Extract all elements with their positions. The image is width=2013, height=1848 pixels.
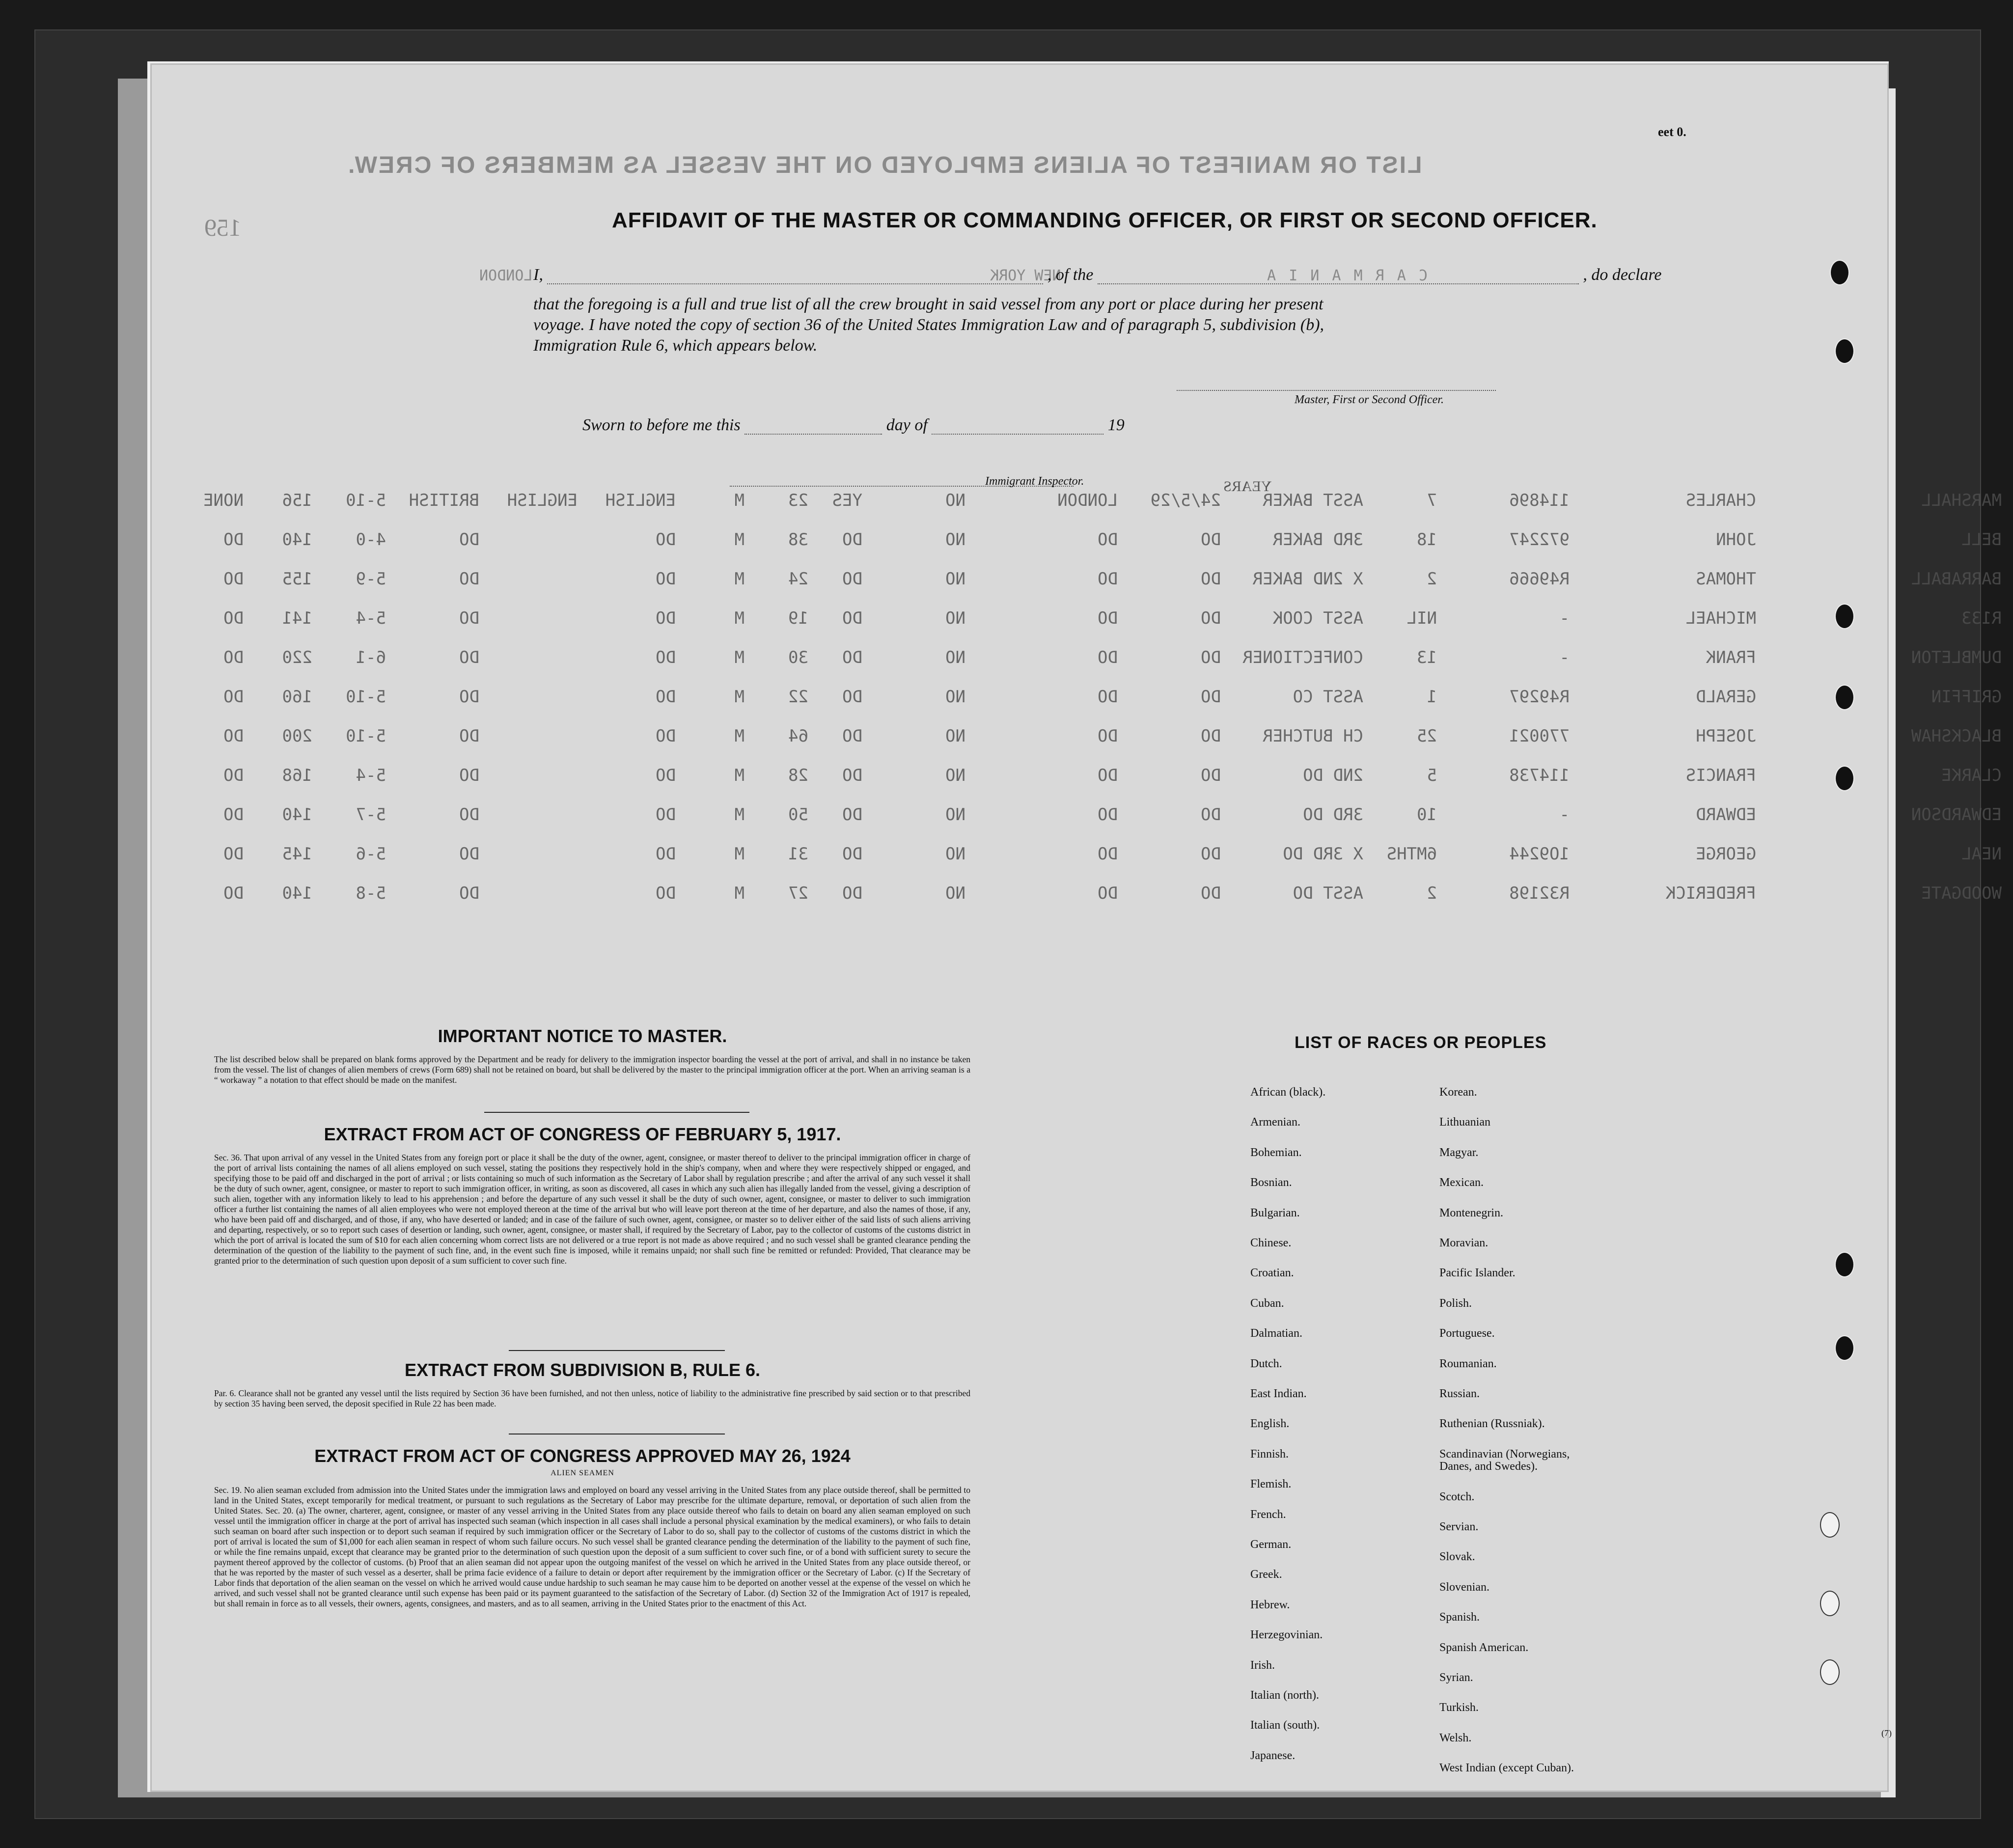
race-item: Armenian. bbox=[1250, 1116, 1300, 1129]
race-item: Chinese. bbox=[1250, 1237, 1292, 1249]
crew-cell-nationality: DO bbox=[459, 883, 479, 903]
crew-cell-weight: 141 bbox=[282, 608, 312, 628]
sworn-text: Sworn to before me this bbox=[582, 416, 741, 434]
crew-cell-sex: M bbox=[734, 569, 745, 589]
crew-row bbox=[223, 883, 2002, 923]
affidavit-of-the: , of the bbox=[1047, 266, 1094, 284]
race-item: Spanish American. bbox=[1439, 1641, 1529, 1654]
crew-cell-sex: M bbox=[734, 530, 745, 550]
crew-cell-age: 22 bbox=[788, 687, 808, 707]
crew-row bbox=[203, 491, 2002, 530]
crew-cell-weight: 156 bbox=[282, 491, 312, 510]
crew-cell-weight: 200 bbox=[282, 726, 312, 746]
crew-cell-position: CONFECTIONER bbox=[1242, 648, 1363, 667]
crew-cell-nationality: DO bbox=[459, 687, 479, 707]
crew-cell-weight: 140 bbox=[282, 530, 312, 550]
crew-cell-discharge: - bbox=[1559, 608, 1570, 628]
crew-table bbox=[203, 491, 2002, 923]
crew-cell-age: 24 bbox=[788, 569, 808, 589]
crew-cell-marks: DO bbox=[223, 844, 244, 864]
crew-cell-height: 5-10 bbox=[346, 491, 386, 510]
rule-6-title: EXTRACT FROM SUBDIVISION B, RULE 6. bbox=[404, 1360, 761, 1380]
crew-cell-given: FRANK bbox=[1706, 648, 1756, 667]
crew-cell-where: DO bbox=[1098, 569, 1118, 589]
race-item: Japanese. bbox=[1250, 1749, 1296, 1762]
crew-cell-literate: DO bbox=[842, 648, 862, 667]
crew-cell-surname: DUMBLETON bbox=[1911, 648, 2002, 667]
crew-cell-signed: DO bbox=[1201, 844, 1221, 864]
crew-cell-signed: DO bbox=[1201, 608, 1221, 628]
crew-cell-nationality: BRITISH bbox=[409, 491, 479, 510]
affidavit-title: AFFIDAVIT OF THE MASTER OR COMMANDING OFFICER, OR FIRST OR SECOND OFFICER. bbox=[612, 208, 1598, 232]
race-item: Herzegovinian. bbox=[1250, 1628, 1323, 1642]
race-item: Italian (south). bbox=[1250, 1719, 1320, 1732]
crew-cell-discharge: 114738 bbox=[1509, 766, 1570, 785]
crew-cell-deserter: NO bbox=[945, 766, 965, 785]
race-item: Pacific Islander. bbox=[1439, 1267, 1516, 1280]
sworn-line bbox=[582, 416, 1125, 435]
race-item: Dutch. bbox=[1250, 1357, 1282, 1370]
crew-cell-position: 3RD DO bbox=[1303, 805, 1363, 825]
crew-row bbox=[223, 726, 2002, 766]
race-item: Irish. bbox=[1250, 1658, 1275, 1672]
important-notice-title: IMPORTANT NOTICE TO MASTER. bbox=[438, 1026, 727, 1046]
punch-hole bbox=[1820, 1512, 1840, 1538]
crew-cell-marks: NONE bbox=[203, 491, 244, 510]
race-item: Syrian. bbox=[1439, 1671, 1473, 1684]
crew-cell-nationality: DO bbox=[459, 569, 479, 589]
race-item: Magyar. bbox=[1439, 1146, 1479, 1159]
affidavit-line-1 bbox=[533, 266, 1662, 284]
race-item: West Indian (except Cuban). bbox=[1439, 1762, 1574, 1775]
crew-cell-signed: DO bbox=[1201, 530, 1221, 550]
crew-row bbox=[223, 530, 2002, 569]
crew-cell-literate: YES bbox=[832, 491, 862, 510]
race-item: African (black). bbox=[1250, 1086, 1326, 1099]
race-item: Slovak. bbox=[1439, 1550, 1475, 1564]
crew-cell-nationality: DO bbox=[459, 766, 479, 785]
bleed-port-to: LONDON bbox=[479, 267, 533, 284]
crew-cell-surname: GRIFFIN bbox=[1931, 687, 2002, 707]
crew-cell-years: 25 bbox=[1417, 726, 1437, 746]
crew-cell-given: CHARLES bbox=[1685, 491, 1756, 510]
race-item: Slovenian. bbox=[1439, 1580, 1489, 1594]
race-item: Montenegrin. bbox=[1439, 1206, 1503, 1219]
punch-hole bbox=[1820, 1591, 1840, 1616]
crew-cell-deserter: NO bbox=[945, 844, 965, 864]
crew-cell-position: 3RD BAKER bbox=[1272, 530, 1363, 550]
affidavit-i: I, bbox=[533, 266, 543, 284]
crew-cell-where: DO bbox=[1098, 844, 1118, 864]
crew-cell-marks: DO bbox=[223, 569, 244, 589]
bleed-form-number: 159 bbox=[204, 214, 241, 241]
crew-cell-position: 2ND DO bbox=[1303, 766, 1363, 785]
crew-cell-marks: DO bbox=[223, 726, 244, 746]
divider-1 bbox=[484, 1112, 749, 1113]
crew-row bbox=[223, 766, 2002, 805]
crew-cell-height: 5-4 bbox=[356, 766, 386, 785]
punch-hole bbox=[1820, 1659, 1840, 1685]
crew-cell-given: FRANCIS bbox=[1685, 766, 1756, 785]
race-item: Welsh. bbox=[1439, 1731, 1472, 1744]
punch-hole bbox=[1835, 685, 1854, 710]
document-page bbox=[147, 61, 2002, 1792]
crew-cell-given: JOSEPH bbox=[1696, 726, 1756, 746]
sworn-day-of: day of bbox=[886, 416, 928, 434]
crew-cell-weight: 160 bbox=[282, 687, 312, 707]
rule-6-body: Par. 6. Clearance shall not be granted any vessel until the lists required by Section 36 have been furnished, and not then unless, notice of liability to the administrative fine prescribed by said section or to that prescribed by section 35 having been served, the deposit specified in Rule 22 has been made. bbox=[214, 1388, 970, 1408]
crew-cell-lang1: DO bbox=[656, 766, 676, 785]
crew-cell-marks: DO bbox=[223, 687, 244, 707]
race-item: Roumanian. bbox=[1439, 1357, 1497, 1370]
crew-cell-position: X 3RD DO bbox=[1283, 844, 1363, 864]
crew-cell-sex: M bbox=[734, 766, 745, 785]
crew-cell-where: DO bbox=[1098, 608, 1118, 628]
race-item: English. bbox=[1250, 1417, 1290, 1431]
name-blank bbox=[547, 283, 1043, 284]
crew-cell-surname: R133 bbox=[1961, 608, 2002, 628]
crew-cell-literate: DO bbox=[842, 608, 862, 628]
crew-cell-years: 10 bbox=[1417, 805, 1437, 825]
crew-cell-age: 50 bbox=[788, 805, 808, 825]
punch-hole bbox=[1835, 604, 1854, 629]
crew-cell-lang1: DO bbox=[656, 687, 676, 707]
crew-cell-height: 5-10 bbox=[346, 687, 386, 707]
crew-cell-marks: DO bbox=[223, 608, 244, 628]
crew-cell-marks: DO bbox=[223, 648, 244, 667]
affidavit-line-2: that the foregoing is a full and true list of all the crew brought in said vessel from any port or place during her present bbox=[533, 295, 1324, 313]
crew-cell-height: 5-4 bbox=[356, 608, 386, 628]
punch-hole bbox=[1835, 766, 1854, 791]
crew-cell-signed: DO bbox=[1201, 766, 1221, 785]
crew-cell-sex: M bbox=[734, 726, 745, 746]
crew-cell-discharge: 114896 bbox=[1509, 491, 1570, 510]
crew-cell-where: DO bbox=[1098, 805, 1118, 825]
crew-cell-literate: DO bbox=[842, 569, 862, 589]
crew-cell-discharge: - bbox=[1559, 805, 1570, 825]
crew-cell-deserter: NO bbox=[945, 648, 965, 667]
crew-cell-signed: DO bbox=[1201, 726, 1221, 746]
crew-cell-discharge: 1O9244 bbox=[1509, 844, 1570, 864]
crew-cell-age: 28 bbox=[788, 766, 808, 785]
race-item: Polish. bbox=[1439, 1296, 1472, 1310]
act-1924-subtitle: ALIEN SEAMEN bbox=[551, 1469, 614, 1477]
race-item: Croatian. bbox=[1250, 1267, 1294, 1280]
race-item: Scandinavian (Norwegians, bbox=[1439, 1447, 1570, 1461]
crew-cell-age: 31 bbox=[788, 844, 808, 864]
crew-cell-literate: DO bbox=[842, 726, 862, 746]
race-item: Russian. bbox=[1439, 1387, 1480, 1400]
crew-cell-weight: 220 bbox=[282, 648, 312, 667]
crew-cell-lang1: DO bbox=[656, 844, 676, 864]
crew-cell-literate: DO bbox=[842, 766, 862, 785]
crew-cell-weight: 145 bbox=[282, 844, 312, 864]
crew-cell-marks: DO bbox=[223, 530, 244, 550]
sworn-month-blank bbox=[932, 434, 1103, 435]
crew-cell-discharge: R32198 bbox=[1509, 883, 1570, 903]
sworn-day-blank bbox=[745, 434, 882, 435]
crew-cell-years: 1 bbox=[1427, 687, 1437, 707]
crew-cell-age: 23 bbox=[788, 491, 808, 510]
race-item: Hebrew. bbox=[1250, 1598, 1290, 1611]
crew-cell-age: 19 bbox=[788, 608, 808, 628]
punch-hole bbox=[1835, 1252, 1854, 1277]
crew-cell-where: DO bbox=[1098, 530, 1118, 550]
crew-cell-lang1: DO bbox=[656, 805, 676, 825]
crew-cell-signed: DO bbox=[1201, 687, 1221, 707]
crew-cell-given: THOMAS bbox=[1696, 569, 1756, 589]
crew-cell-age: 38 bbox=[788, 530, 808, 550]
race-item: Italian (north). bbox=[1250, 1689, 1319, 1702]
footer-mark: (7) bbox=[1881, 1728, 1892, 1738]
crew-cell-discharge: 770021 bbox=[1509, 726, 1570, 746]
race-item: East Indian. bbox=[1250, 1387, 1307, 1400]
crew-cell-age: 64 bbox=[788, 726, 808, 746]
crew-cell-literate: DO bbox=[842, 805, 862, 825]
crew-cell-given: EDWARD bbox=[1696, 805, 1756, 825]
crew-cell-deserter: NO bbox=[945, 608, 965, 628]
crew-cell-height: 5-7 bbox=[356, 805, 386, 825]
crew-cell-sex: M bbox=[734, 648, 745, 667]
crew-cell-position: ASST BAKER bbox=[1263, 491, 1363, 510]
crew-cell-surname: EDWARDSON bbox=[1911, 805, 2002, 825]
crew-cell-discharge: R49666 bbox=[1509, 569, 1570, 589]
crew-row bbox=[223, 569, 2002, 608]
crew-cell-years: 2 bbox=[1427, 569, 1437, 589]
crew-cell-height: 5-6 bbox=[356, 844, 386, 864]
crew-row bbox=[223, 648, 2002, 687]
crew-cell-position: X 2ND BAKER bbox=[1252, 569, 1363, 589]
crew-cell-marks: DO bbox=[223, 805, 244, 825]
crew-cell-years: 2 bbox=[1427, 883, 1437, 903]
crew-cell-where: LONDON bbox=[1057, 491, 1118, 510]
crew-cell-deserter: NO bbox=[945, 569, 965, 589]
race-item: Finnish. bbox=[1250, 1447, 1289, 1461]
crew-cell-weight: 140 bbox=[282, 883, 312, 903]
crew-cell-lang1: DO bbox=[656, 648, 676, 667]
crew-cell-given: FREDERICK bbox=[1665, 883, 1756, 903]
crew-cell-years: 6MTHS bbox=[1386, 844, 1437, 864]
race-item: Mexican. bbox=[1439, 1176, 1484, 1189]
crew-cell-weight: 155 bbox=[282, 569, 312, 589]
race-item: Bohemian. bbox=[1250, 1146, 1302, 1159]
punch-hole bbox=[1835, 1335, 1854, 1361]
crew-cell-given: GEORGE bbox=[1696, 844, 1756, 864]
bleed-vessel-name: C A R M A N I A bbox=[1265, 267, 1428, 284]
crew-cell-deserter: NO bbox=[945, 883, 965, 903]
crew-cell-height: 5-8 bbox=[356, 883, 386, 903]
crew-cell-surname: MARSHALL bbox=[1921, 491, 2002, 510]
crew-cell-deserter: NO bbox=[945, 687, 965, 707]
crew-cell-years: 5 bbox=[1427, 766, 1437, 785]
crew-cell-weight: 168 bbox=[282, 766, 312, 785]
race-item: Flemish. bbox=[1250, 1478, 1292, 1491]
master-signature-line bbox=[1177, 390, 1496, 391]
race-item: Servian. bbox=[1439, 1520, 1479, 1533]
race-item: Greek. bbox=[1250, 1568, 1282, 1581]
crew-cell-surname: BARRABALL bbox=[1911, 569, 2002, 589]
punch-hole bbox=[1835, 338, 1854, 364]
crew-cell-discharge: R49297 bbox=[1509, 687, 1570, 707]
crew-cell-height: 5-10 bbox=[346, 726, 386, 746]
crew-cell-nationality: DO bbox=[459, 648, 479, 667]
master-signature-label: Master, First or Second Officer. bbox=[1295, 393, 1444, 406]
divider-2 bbox=[509, 1350, 725, 1351]
crew-cell-position: ASST CO bbox=[1293, 687, 1363, 707]
act-1924-body: Sec. 19. No alien seaman excluded from admission into the United States under the immigration laws and employed on board any vessel arriving in the United States from any place outside thereof, shall be permitted to land in the United States, except temporarily for medical treatment, or pursuant to such regulations as the Secretary of Labor may prescribe for the ultimate departure, removal, or deportation of such alien from the United States. Sec. 20. (a) The owner, charterer, agent, consignee, or master of any vessel arriving in the United States from any place outside thereof who fails to detain on board any alien seaman employed on such vessel until the immigration officer in charge at the port of arrival has inspected such seaman (which inspection in all cases shall include a personal physical examination by the medical examiners), or who fails to detain such seaman on board after such inspection or to deport such seaman if required by such immigration officer or the Secretary of Labor to do so, shall pay to the collector of customs of the customs district in which the port of arrival is located the sum of $1,000 for each alien seaman in respect of whom such failure occurs. No such vessel shall be granted clearance pending the determination of the liability to the payment of such fine, or while the fine remains unpaid, except that clearance may be granted prior to the determination of such question upon the deposit of a sum sufficient to cover such fine, or of a bond with sufficient surety to secure the payment thereof approved by the collector of customs. (b) Proof that an alien seaman did not appear upon the outgoing manifest of the vessel on which he arrived in the United States from any place outside thereof, or that he was reported by the master of such vessel as a deserter, shall be prima facie evidence of a failure to detain or deport after requirement by the immigration officer or the Secretary of Labor. (c) If the Secretary of Labor finds that deportation of the alien seaman on the vessel on which he arrived would cause undue hardship to such seaman he may cause him to be deported on another vessel at the expense of the vessel on which he arrived, and such vessel shall not be granted clearance until such expense has been paid or its payment guaranteed to the satisfaction of the Secretary of Labor. (d) Section 32 of the Immigration Act of 1917 is repealed, but shall remain in force as to all vessels, their owners, agents, consignees, and masters, and as to all seamen, arriving in the United States prior to the enactment of this Act. bbox=[214, 1485, 970, 1608]
crew-cell-literate: DO bbox=[842, 844, 862, 864]
crew-cell-sex: M bbox=[734, 844, 745, 864]
crew-cell-height: 5-9 bbox=[356, 569, 386, 589]
crew-cell-surname: BELL bbox=[1961, 530, 2002, 550]
race-item: Danes, and Swedes). bbox=[1439, 1460, 1538, 1473]
crew-cell-surname: WOODGATE bbox=[1921, 883, 2002, 903]
crew-row bbox=[223, 608, 2002, 648]
years-column-header: YEARS bbox=[1223, 478, 1272, 495]
crew-cell-deserter: NO bbox=[945, 805, 965, 825]
crew-cell-sex: M bbox=[734, 491, 745, 510]
crew-cell-age: 30 bbox=[788, 648, 808, 667]
race-item: Scotch. bbox=[1439, 1490, 1475, 1503]
crew-cell-surname: CLARKE bbox=[1941, 766, 2002, 785]
races-title: LIST OF RACES OR PEOPLES bbox=[1295, 1033, 1547, 1052]
crew-cell-deserter: NO bbox=[945, 491, 965, 510]
crew-row bbox=[223, 687, 2002, 726]
crew-cell-signed: 24/5/29 bbox=[1150, 491, 1221, 510]
crew-cell-nationality: DO bbox=[459, 726, 479, 746]
crew-cell-marks: DO bbox=[223, 766, 244, 785]
bleed-header: LIST OR MANIFEST OF ALIENS EMPLOYED ON THE VESSEL AS MEMBERS OF CREW. bbox=[347, 152, 1422, 178]
crew-cell-signed: DO bbox=[1201, 805, 1221, 825]
crew-cell-discharge: - bbox=[1559, 648, 1570, 667]
crew-cell-given: JOHN bbox=[1716, 530, 1756, 550]
crew-cell-discharge: 972247 bbox=[1509, 530, 1570, 550]
crew-cell-position: CH BUTCHER bbox=[1263, 726, 1363, 746]
crew-cell-lang2: ENGLISH bbox=[507, 491, 578, 510]
crew-cell-signed: DO bbox=[1201, 648, 1221, 667]
act-1917-body: Sec. 36. That upon arrival of any vessel in the United States from any foreign port or place it shall be the duty of the owner, agent, consignee, or master thereof to deliver to the principal immigration officer in charge of the port of arrival lists containing the names of all aliens employed on such vessel, stating the positions they respectively hold in the ship's company, when and where they were respectively shipped or engaged, and specifying those to be paid off and discharged in the port of arrival ; or lists containing so much of such information as the Secretary of Labor shall by regulation prescribe ; and after the arrival of any such vessel it shall be the duty of such owner, agent, consignee, or master to report to such immigration officer, in writing, as soon as discovered, all cases in which any such alien has illegally landed from the vessel, giving a description of such alien, together with any information likely to lead to his apprehension ; and before the departure of any such vessel it shall be the duty of such owner, agent, consignee, or master to deliver to such immigration officer a further list containing the names of all alien employees who were not employed thereon at the time of the arrival but who will leave port thereon at the time of her departure, and also the names of those, if any, who have been paid off and discharged, and of those, if any, who have deserted or landed; and in case of the failure of such owner, agent, consignee, or master so to deliver either of the said lists of such aliens arriving and departing, respectively, or so to report such cases of desertion or landing, such owner, agent, consignee, or master shall, if required by the Secretary of Labor, pay to the collector of customs of the customs district in which the port of arrival is located the sum of $10 for each alien concerning whom correct lists are not delivered or a true report is not made as above required ; and no such vessel shall be granted clearance pending the determination of the question of the liability to the payment of such fine, and, in the event such fine is imposed, while it remains unpaid; nor shall such fine be remitted or refunded: Provided, That clearance may be granted prior to the determination of such question upon deposit of a sum sufficient to cover such fine. bbox=[214, 1153, 970, 1266]
crew-cell-height: 6-1 bbox=[356, 648, 386, 667]
crew-cell-surname: BLACKSHAW bbox=[1911, 726, 2002, 746]
affidavit-declare: , do declare bbox=[1583, 266, 1662, 284]
crew-cell-position: ASST DO bbox=[1293, 883, 1363, 903]
race-item: Portuguese. bbox=[1439, 1327, 1495, 1340]
crew-cell-nationality: DO bbox=[459, 608, 479, 628]
crew-cell-deserter: NO bbox=[945, 530, 965, 550]
crew-cell-nationality: DO bbox=[459, 530, 479, 550]
crew-cell-position: ASST COOK bbox=[1272, 608, 1363, 628]
sheet-number: eet 0. bbox=[1658, 125, 1686, 139]
crew-cell-years: 7 bbox=[1427, 491, 1437, 510]
crew-cell-literate: DO bbox=[842, 687, 862, 707]
race-item: Korean. bbox=[1439, 1086, 1477, 1099]
punch-hole bbox=[1830, 260, 1849, 285]
crew-cell-years: 13 bbox=[1417, 648, 1437, 667]
crew-cell-years: 18 bbox=[1417, 530, 1437, 550]
crew-cell-lang1: DO bbox=[656, 608, 676, 628]
inspector-label: Immigrant Inspector. bbox=[985, 475, 1084, 488]
race-item: Ruthenian (Russniak). bbox=[1439, 1417, 1545, 1431]
crew-cell-where: DO bbox=[1098, 726, 1118, 746]
affidavit-line-3: voyage. I have noted the copy of section 36 of the United States Immigration Law and of paragraph 5, subdivision (b), bbox=[533, 316, 1324, 334]
race-item: Dalmatian. bbox=[1250, 1327, 1302, 1340]
crew-cell-signed: DO bbox=[1201, 569, 1221, 589]
crew-cell-given: MICHAEL bbox=[1685, 608, 1756, 628]
crew-cell-sex: M bbox=[734, 883, 745, 903]
crew-cell-lang1: DO bbox=[656, 530, 676, 550]
crew-cell-years: NIL bbox=[1406, 608, 1437, 628]
crew-cell-height: 4-0 bbox=[356, 530, 386, 550]
crew-cell-nationality: DO bbox=[459, 844, 479, 864]
crew-cell-lang1: ENGLISH bbox=[605, 491, 676, 510]
race-item: Spanish. bbox=[1439, 1611, 1480, 1624]
race-item: Cuban. bbox=[1250, 1296, 1284, 1310]
crew-cell-marks: DO bbox=[223, 883, 244, 903]
crew-cell-surname: NEAL bbox=[1961, 844, 2002, 864]
crew-cell-lang1: DO bbox=[656, 883, 676, 903]
sworn-year: 19 bbox=[1107, 416, 1125, 434]
crew-cell-where: DO bbox=[1098, 687, 1118, 707]
crew-cell-given: GERALD bbox=[1696, 687, 1756, 707]
race-item: French. bbox=[1250, 1508, 1286, 1521]
crew-cell-sex: M bbox=[734, 608, 745, 628]
crew-row bbox=[223, 805, 2002, 844]
race-item: Bosnian. bbox=[1250, 1176, 1292, 1189]
crew-cell-signed: DO bbox=[1201, 883, 1221, 903]
race-item: Lithuanian bbox=[1439, 1116, 1490, 1129]
act-1924-title: EXTRACT FROM ACT OF CONGRESS APPROVED MAY 26, 1924 bbox=[314, 1446, 851, 1466]
race-item: Moravian. bbox=[1439, 1237, 1489, 1249]
crew-cell-lang1: DO bbox=[656, 726, 676, 746]
race-item: Bulgarian. bbox=[1250, 1206, 1300, 1219]
crew-cell-weight: 140 bbox=[282, 805, 312, 825]
race-item: Turkish. bbox=[1439, 1701, 1479, 1714]
crew-cell-where: DO bbox=[1098, 648, 1118, 667]
crew-cell-literate: DO bbox=[842, 883, 862, 903]
crew-row bbox=[223, 844, 2002, 883]
vessel-blank bbox=[1098, 283, 1579, 284]
important-notice-body: The list described below shall be prepared on blank forms approved by the Department and be ready for delivery to the immigration inspector boarding the vessel at the port of arrival, and shall in no instance be taken from the vessel. The list of changes of alien members of crews (Form 689) shall not be retained on board, but shall be delivered by the master to the principal immigration officer at the port. When an arriving seaman is a “ workaway ” a notation to that effect should be made on the manifest. bbox=[214, 1054, 970, 1085]
crew-cell-nationality: DO bbox=[459, 805, 479, 825]
crew-cell-where: DO bbox=[1098, 766, 1118, 785]
crew-cell-age: 27 bbox=[788, 883, 808, 903]
affidavit-line-4: Immigration Rule 6, which appears below. bbox=[533, 336, 818, 355]
race-item: German. bbox=[1250, 1538, 1292, 1551]
crew-cell-sex: M bbox=[734, 687, 745, 707]
crew-cell-sex: M bbox=[734, 805, 745, 825]
crew-cell-where: DO bbox=[1098, 883, 1118, 903]
bleed-port-from: NEW YORK bbox=[990, 267, 1061, 284]
crew-cell-deserter: NO bbox=[945, 726, 965, 746]
crew-cell-lang1: DO bbox=[656, 569, 676, 589]
act-1917-title: EXTRACT FROM ACT OF CONGRESS OF FEBRUARY 5, 1917. bbox=[324, 1124, 841, 1144]
crew-cell-literate: DO bbox=[842, 530, 862, 550]
